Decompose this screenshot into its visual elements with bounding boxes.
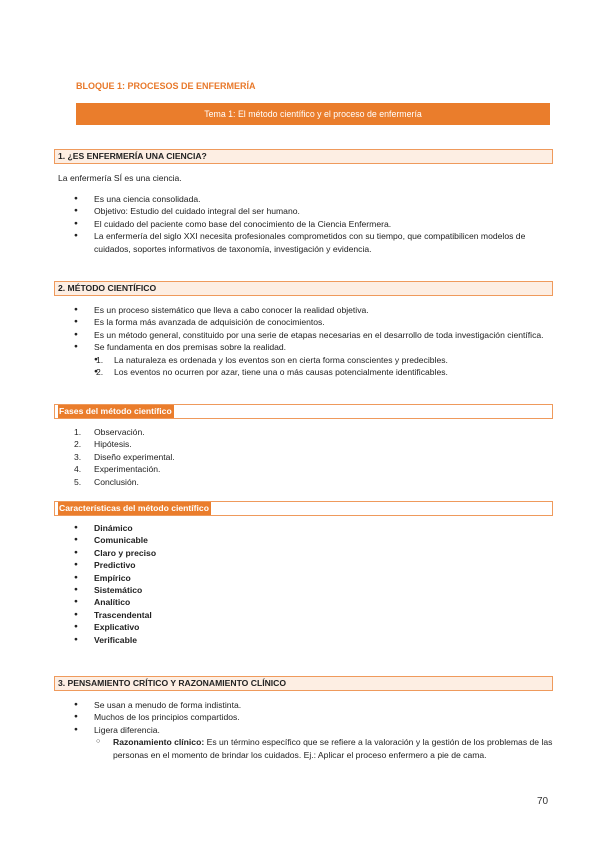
fases-list [74,426,554,488]
fase-item [74,426,554,438]
section-3-list [74,699,554,761]
block-title: BLOQUE 1: PROCESOS DE ENFERMERÍA [76,81,256,91]
premisa-number: ● 2. [96,367,104,378]
list-item: ● Verificable [74,634,554,646]
fase-item [74,476,554,488]
list-item: ● El cuidado del paciente como base del conocimiento de la Ciencia Enfermera. [74,218,554,230]
list-item [74,724,554,761]
list-item: ● Comunicable [74,534,554,546]
section-1-list [74,193,554,255]
section-2-heading: 2. MÉTODO CIENTÍFICO [54,281,553,296]
list-item: ● Objetivo: Estudio del cuidado integral del ser humano. [74,205,554,217]
premisa-text: La naturaleza es ordenada y los eventos son en cierta forma conscientes y predecibles. [114,354,448,365]
list-item: ● Empírico [74,572,554,584]
premisa-text: Los eventos no ocurren por azar, tiene una o más causas potencialmente identificables. [114,367,448,378]
fases-heading-label: Fases del método científico [59,406,172,416]
fase-number: 4. [74,464,82,475]
section-3-heading: 3. PENSAMIENTO CRÍTICO Y RAZONAMIENTO CLÍNICO [54,676,553,691]
caracteristicas-heading [54,501,553,516]
fase-number: 3. [74,451,82,462]
list-item: ● Predictivo [74,559,554,571]
list-item: ● La enfermería del siglo XXI necesita profesionales comprometidos con su tiempo, que compatibilicen modelos de cuidados, soportes informativos de taxonomía, investigación y evidencia. [74,230,554,255]
list-item: ● Trascendental [74,609,554,621]
list-item: ● Analítico [74,596,554,608]
list-item-text: Ligera diferencia. [94,724,160,735]
razonamiento-list [94,736,554,761]
fase-text: Hipótesis. [94,439,132,450]
section-1-heading: 1. ¿ES ENFERMERÍA UNA CIENCIA? [54,149,553,164]
razonamiento-item [94,736,554,761]
fase-number: 2. [74,439,82,450]
list-item: ● Es un método general, constituido por una serie de etapas necesarias en el desarrollo de toda investigación científica. [74,329,554,341]
section-1-intro: La enfermería SÍ es una ciencia. [58,173,182,183]
fase-number: 1. [74,427,82,437]
fase-item [74,451,554,463]
razonamiento-term: Razonamiento clínico: [113,737,205,748]
list-item: ● Se usan a menudo de forma indistinta. [74,699,554,711]
list-item: ● Es una ciencia consolidada. [74,193,554,205]
list-item: ● Muchos de los principios compartidos. [74,711,554,723]
section-2-list [74,304,554,378]
fase-text: Conclusión. [94,476,139,487]
fase-item [74,438,554,450]
list-item: ● Explicativo [74,621,554,633]
page-number: 70 [537,796,549,807]
list-item: ● Es un proceso sistemático que lleva a cabo conocer la realidad objetiva. [74,304,554,316]
premisa-item [94,366,554,378]
fase-text: Observación. [94,427,145,437]
premisa-number: ● 1. [96,354,104,365]
fases-heading [54,404,553,419]
list-item: ● Sistemático [74,584,554,596]
fase-item [74,463,554,475]
list-item: ● Dinámico [74,522,554,534]
list-item: ● Claro y preciso [74,547,554,559]
premisa-item [94,354,554,366]
list-item-text: Se fundamenta en dos premisas sobre la realidad. [94,342,287,353]
list-item: ● Es la forma más avanzada de adquisición de conocimientos. [74,316,554,328]
fase-number: 5. [74,476,82,487]
caracteristicas-heading-label: Características del método científico [59,503,209,513]
caracteristicas-list [74,522,554,646]
fase-text: Diseño experimental. [94,451,175,462]
tema-banner: Tema 1: El método científico y el proceso de enfermería [76,103,550,125]
fase-text: Experimentación. [94,464,161,475]
razonamiento-text: Es un término específico que se refiere a la valoración y la gestión de los problemas de las personas en el momento de brindar los cuidados. Ej.: Aplicar el proceso enfermero a pie de cama. [113,737,553,760]
list-item [74,341,554,378]
premisas-list [94,354,554,379]
